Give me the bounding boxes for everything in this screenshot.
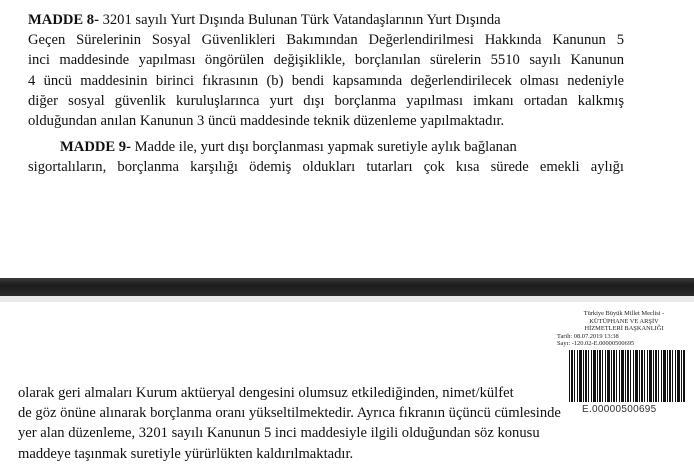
madde-9-heading: MADDE 9-	[60, 139, 131, 155]
scan-page-break-band	[0, 278, 694, 296]
stamp-date: Tarih: 08.07.2019 13:38	[557, 332, 619, 340]
stamp-department-1: KÜTÜPHANE VE ARŞİV	[589, 317, 659, 325]
madde-8-line-5: diğer sosyal güvenlik kuruluşlarınca yurt dışı borçlanma yapılması imkanı ortadan kalkmış	[28, 92, 624, 109]
madde-8-line-4: 4 üncü maddesinin birinci fıkrasının (b) bendi kapsamında değerlendirilecek olması nedeniyle	[28, 72, 624, 89]
madde-8-line-3: inci maddesinde yapılması öngörülen değişiklikle, borçlanılan sürelerin 5510 sayılı Kanunun	[28, 52, 624, 69]
stamp-number: Sayı: -120.02-E.00000500695	[557, 340, 635, 348]
madde-8-line-2: Geçen Sürelerinin Sosyal Güvenlikleri Bakımından Değerlendirilmesi Hakkında Kanunun 5	[28, 32, 624, 49]
continuation-line-1: olarak geri almaları Kurum aktüeryal dengesini olumsuz etkilediğinden, nimet/külfet	[18, 385, 514, 401]
madde-8-line-6: olduğundan anılan Kanunun 3 üncü maddesinde teknik düzenleme yapılmaktadır.	[28, 113, 505, 130]
madde-9-line-1: MADDE 9- Madde ile, yurt dışı borçlanması yapmak suretiyle aylık bağlanan	[60, 139, 517, 155]
barcode-number: E.00000500695	[582, 404, 657, 415]
stamp-department-2: HİZMETLERİ BAŞKANLIĞI	[584, 325, 664, 333]
continuation-line-4: maddeye taşınmak suretiyle yürürlükten kaldırılmaktadır.	[18, 445, 354, 462]
continuation-line-2: de göz önüne alınarak borçlanma oranı yükseltilmektedir. Ayrıca fıkranın üçüncü cümlesinde	[18, 405, 561, 422]
continuation-line-3: yer alan düzenleme, 3201 sayılı Kanunun 5 inci maddesiyle ilgili olduğundan söz konusu	[18, 425, 540, 442]
madde-8-paragraph	[28, 10, 624, 131]
madde-9-line-2: sigortalıların, borçlanma karşılığı ödemiş oldukları tutarları çok kısa sürede emekli aylığı	[28, 159, 624, 176]
madde-9-paragraph	[28, 137, 624, 177]
madde-8-line-1: MADDE 8- 3201 sayılı Yurt Dışında Bulunan Türk Vatandaşlarının Yurt Dışında	[28, 12, 501, 28]
madde-8-heading: MADDE 8-	[28, 12, 99, 28]
continuation-paragraph	[18, 383, 618, 464]
stamp-institution: Türkiye Büyük Millet Meclisi -	[583, 310, 665, 317]
